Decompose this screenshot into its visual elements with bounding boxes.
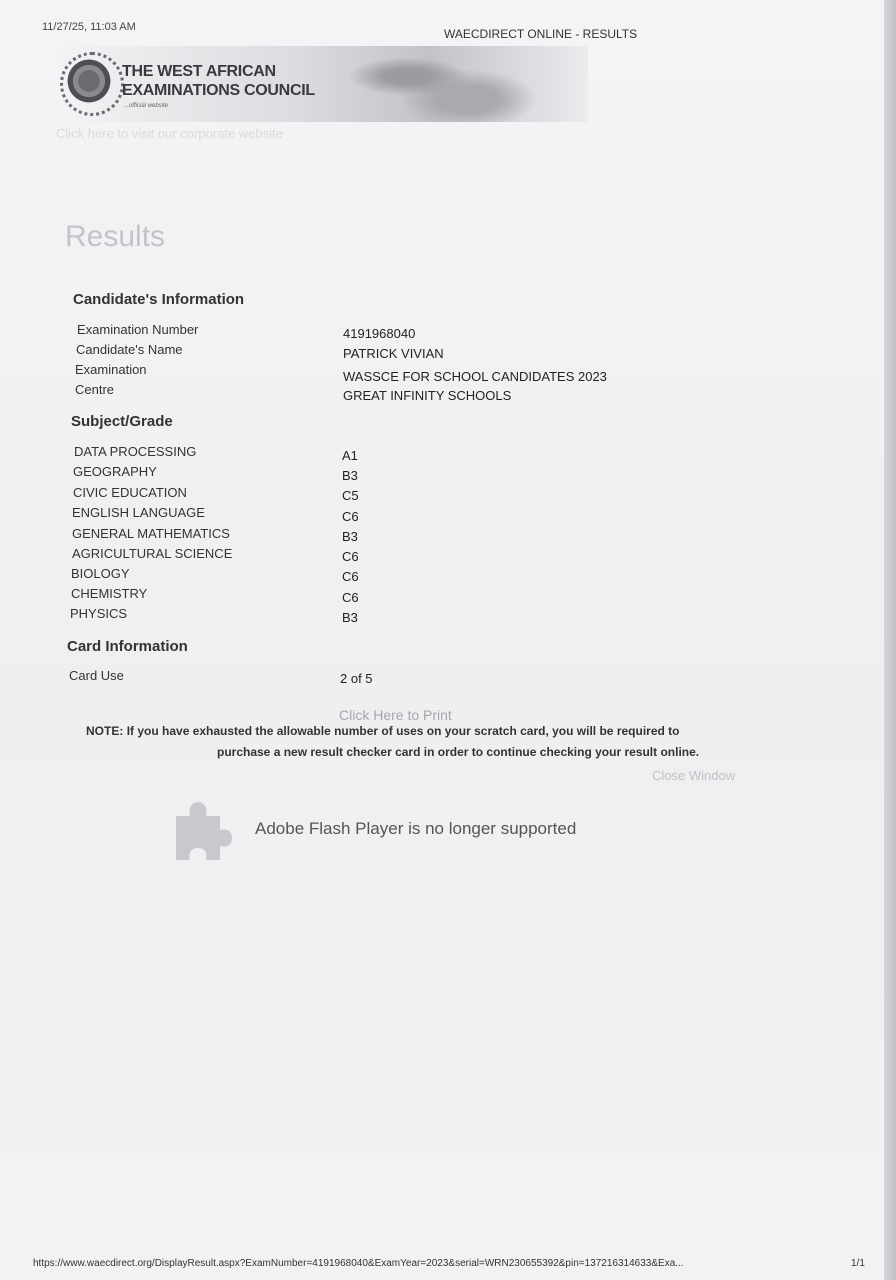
subject-grade-heading: Subject/Grade [71, 413, 173, 430]
org-tagline: ...official website [124, 103, 169, 109]
subject-name: ENGLISH LANGUAGE [72, 505, 205, 520]
note-text-line2: purchase a new result checker card in order to continue checking your result online. [217, 745, 700, 759]
subject-grade: C6 [342, 569, 359, 584]
note-text-line1: If you have exhausted the allowable number of uses on your scratch card, you will be required to [126, 724, 680, 738]
candidate-row-value: WASSCE FOR SCHOOL CANDIDATES 2023 [343, 369, 607, 384]
note-prefix: NOTE: [86, 724, 124, 738]
page-edge [884, 0, 896, 1280]
card-info-heading: Card Information [67, 638, 188, 655]
subject-name: GENERAL MATHEMATICS [72, 526, 230, 541]
subject-grade: A1 [342, 448, 358, 463]
subject-grade: C6 [342, 549, 359, 564]
subject-name: CHEMISTRY [71, 586, 148, 601]
header-banner[interactable] [58, 46, 588, 122]
subject-name: DATA PROCESSING [74, 444, 197, 459]
corporate-website-link[interactable]: Click here to visit our corporate website [56, 126, 283, 141]
subject-grade: B3 [342, 468, 358, 483]
print-page-title: WAECDIRECT ONLINE - RESULTS [444, 27, 638, 41]
subject-name: GEOGRAPHY [73, 464, 157, 479]
print-link[interactable]: Click Here to Print [339, 707, 452, 723]
org-name-line1: THE WEST AFRICAN [122, 63, 276, 80]
subject-grade: C6 [342, 590, 359, 605]
candidate-row-label: Centre [75, 382, 115, 397]
note-line1 [86, 724, 679, 738]
waec-seal-icon [64, 56, 114, 106]
subject-grade: C6 [342, 509, 359, 524]
subject-grade: B3 [342, 610, 358, 625]
candidate-row-value: 4191968040 [343, 326, 416, 341]
subject-grade: C5 [342, 488, 359, 503]
card-use-label: Card Use [69, 668, 124, 683]
subject-name: AGRICULTURAL SCIENCE [72, 546, 233, 561]
card-use-value: 2 of 5 [340, 671, 373, 686]
subject-grade: B3 [342, 529, 358, 544]
candidate-row-label: Examination Number [77, 322, 199, 337]
banner-photo [348, 46, 548, 122]
print-footer-url: https://www.waecdirect.org/DisplayResult.aspx?ExamNumber=4191968040&ExamYear=2023&serial=WRN230655392&pin=137216314633&Exa... [33, 1258, 684, 1269]
candidate-row-label: Examination [75, 362, 147, 377]
candidate-row-label: Candidate's Name [76, 342, 183, 357]
subject-name: CIVIC EDUCATION [73, 485, 187, 500]
org-name [122, 62, 315, 100]
page-title: Results [65, 220, 166, 253]
print-page-number: 1/1 [851, 1258, 865, 1269]
subject-name: PHYSICS [70, 606, 128, 621]
puzzle-piece-icon [170, 798, 234, 862]
candidate-info-heading: Candidate's Information [73, 291, 245, 308]
print-datetime: 11/27/25, 11:03 AM [42, 21, 136, 33]
org-name-line2: EXAMINATIONS COUNCIL [122, 82, 315, 99]
close-window-link[interactable]: Close Window [652, 768, 736, 783]
candidate-row-value: GREAT INFINITY SCHOOLS [343, 388, 512, 403]
candidate-row-value: PATRICK VIVIAN [343, 346, 444, 361]
subject-name: BIOLOGY [71, 566, 130, 581]
flash-unsupported-message: Adobe Flash Player is no longer supported [255, 819, 577, 838]
